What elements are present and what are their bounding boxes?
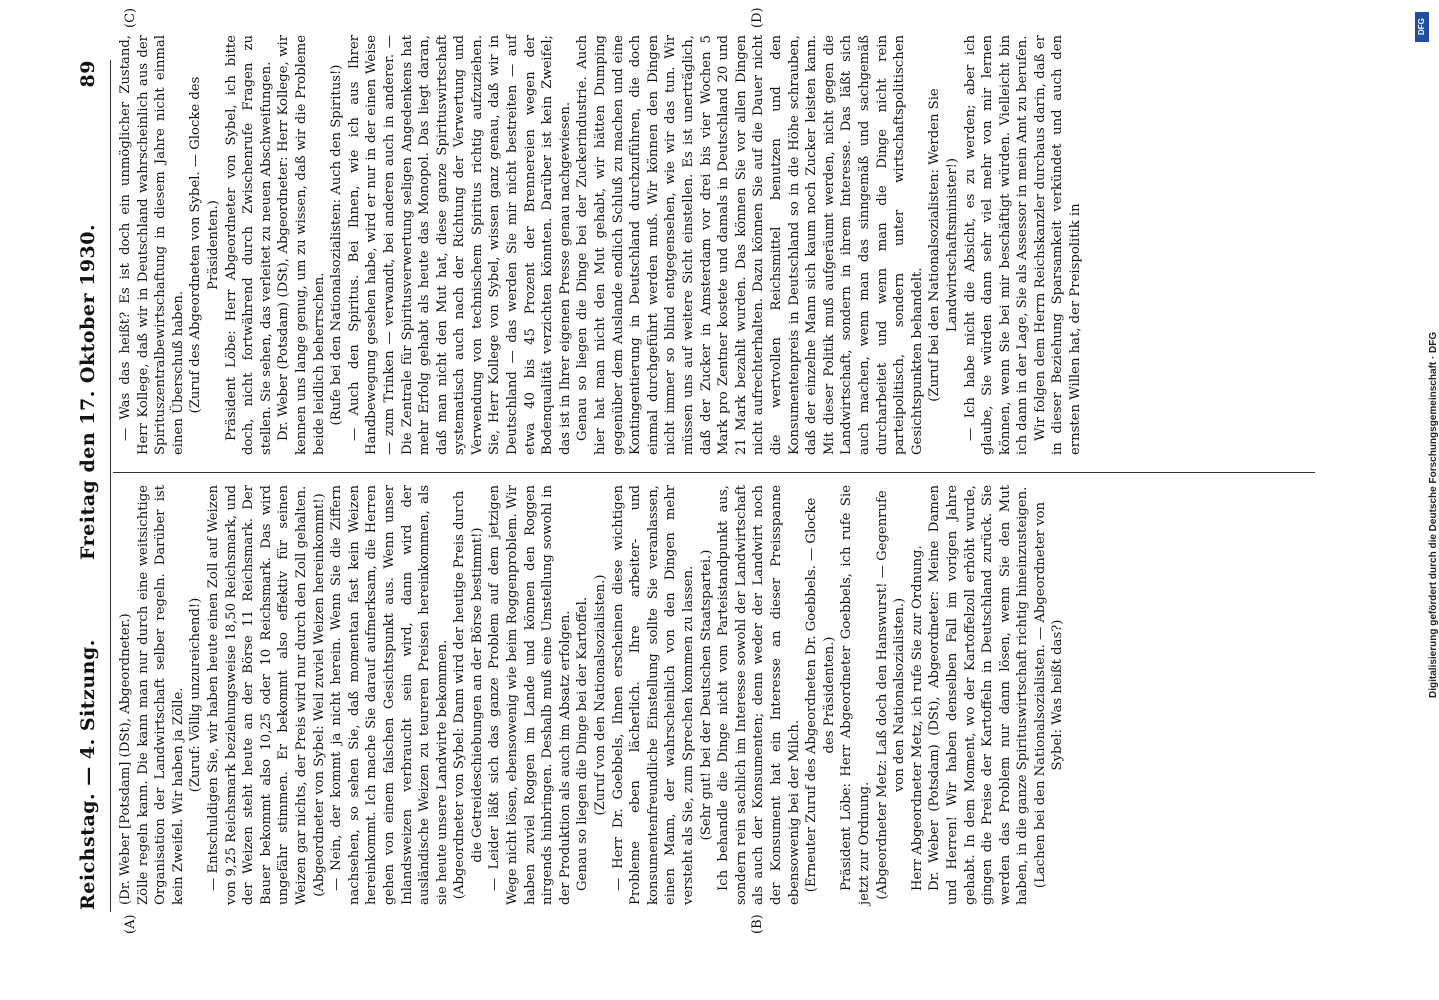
- body-paragraph: (Dr. Weber [Potsdam] (DSt), Abgeordneter.): [118, 613, 133, 905]
- interjection-paragraph: (Zuruf: Völlig unzureichend!): [188, 597, 204, 793]
- interjection-paragraph: (Rufe bei den Nationalsozialisten: Auch den Spiritus!): [329, 64, 345, 426]
- interjection-paragraph: (Lachen bei den Nationalsozialisten. — Abgeordneter von Sybel: Was heißt das?): [1032, 501, 1066, 889]
- body-paragraph: Herr Abgeordneter Metz, ich rufe Sie zur Ordnung.: [909, 545, 925, 891]
- margin-mark-d: (D): [750, 7, 765, 28]
- body-paragraph: — Was das heißt? Es ist doch ein unmöglicher Zustand, Herr Kollege, daß wir in Deutschland wahrscheinlich aus der Spirituszentralbewirtschaftung in diesem Jahre nicht einmal einen Überschuß haben.: [118, 35, 186, 455]
- body-paragraph: — Ich habe nicht die Absicht, es zu werden; aber ich glaube, Sie würden dann sehr viel mehr von mir lernen können, wenn Sie bei mir beschäftigt würden. Vielleicht bin ich dann in der Lage, Sie als Assessor in mein Amt zu berufen.: [962, 35, 1031, 455]
- body-paragraph: Präsident Löbe: Herr Abgeordneter von Sybel, ich bitte doch, nicht fortwährend durch Zwischenrufe Fragen zu stellen. Sie sehen, das verleitet zu neuen Abschweifungen.: [223, 35, 274, 455]
- margin-mark-a: (A): [123, 914, 138, 934]
- interjection-paragraph: (Abgeordneter von Sybel: Dann wird der heutige Preis durch die Getreideschiebungen an der Börse bestimmt!): [452, 490, 485, 900]
- interjection-paragraph: (Zuruf von den Nationalsozialisten.): [593, 574, 609, 816]
- body-paragraph: Ich behandle die Dinge nicht vom Parteistandpunkt aus, sondern rein sachlich im Interesse sowohl der Landwirtschaft als auch der Konsumenten; denn weder der Landwirt noch der Konsument hat ein Interesse an dieser Preisspanne ebensowenig bei der Milch.: [716, 485, 802, 905]
- body-paragraph: Genau so liegen die Dinge bei der Zuckerindustrie. Auch hier hat man nicht den Mut gehabt, wir hätten Dumping gegenüber dem Auslande endlich Schluß zu machen und eine Kontingentierung in Deutschland durchzuführen, die doch einmal durchgeführt werden muß. Wir können den Dingen nicht immer so blind entgegensehen, wie wir das tun. Wir müssen uns auf weitere Sicht einstellen. Es ist unerträglich, daß der Zucker in Amsterdam vor drei bis vier Wochen 5 Mark pro Zentner kostete und damals in Deutschland 20 und 21 Mark bezahlt wurden. Das können Sie vor allen Dingen nicht aufrechterhalten. Dazu können Sie auf die Dauer nicht die wertvollen Reichsmittel benutzen und den Konsumentenpreis in Deutschland so in die Höhe schrauben, daß der einzelne Mann sich kaum noch Zucker leisten kann. Mit dieser Politik muß aufgeräumt werden, nicht gegen die Landwirtschaft, sondern in ihrem Interesse. Das läßt sich auch machen, wenn man das sinngemäß und sachgemäß durcharbeitet und wenn man die Dinge nicht rein parteipolitisch, sondern unter wirtschaftspolitischen Gesichtspunkten behandelt.: [575, 35, 925, 455]
- column-divider: [113, 472, 1315, 473]
- interjection-paragraph: (Sehr gut! bei der Deutschen Staatspartei.): [698, 549, 714, 841]
- page-header: [77, 60, 107, 910]
- header-date: Freitag den 17. Oktober 1930.: [77, 223, 99, 560]
- body-paragraph: Präsident Löbe: Herr Abgeordneter Goebbels, ich rufe Sie jetzt zur Ordnung.: [839, 485, 872, 905]
- header-session: Reichstag. — 4. Sitzung.: [77, 639, 99, 910]
- interjection-paragraph: (Erneuter Zuruf des Abgeordneten Dr. Goebbels. — Glocke des Präsidenten.): [804, 497, 837, 893]
- body-paragraph: — Auch den Spiritus. Bei Ihnen, wie ich aus Ihrer Handbewegung gesehen habe, wird er nur in der einen Weise — zum Trinken — verwandt, bei anderen auch in anderer. — Die Zentrale für Spiritusverwertung seligen Angedenkens hat mehr Erfolg gehabt als heute das Monopol. Das liegt daran, daß man nicht den Mut hat, diese ganze Spirituswirtschaft systematisch auch nach der Richtung der Verwertung und Verwendung von technischem Spiritus richtig aufzuziehen. Sie, Herr Kollege von Sybel, wissen ganz genau, daß wir in Deutschland — das werden Sie mir nicht bestreiten — auf etwa 40 bis 45 Prozent der Brennereien wegen der Bodenqualität verzichten könnten. Darüber ist kein Zweifel; das ist in Ihrer eigenen Presse genau nachgewiesen.: [346, 35, 573, 455]
- body-paragraph: — Leider läßt sich das ganze Problem auf dem jetzigen Wege nicht lösen, ebensowenig wie beim Roggenproblem. Wir haben zuviel Roggen im Lande und können den Roggen nirgends hinbringen. Deshalb muß eine Umstellung sowohl in der Produktion als auch im Absatz erfolgen.: [487, 485, 573, 905]
- interjection-paragraph: (Zuruf des Abgeordneten von Sybel. — Glocke des Präsidenten.): [188, 76, 221, 414]
- page-number: 89: [77, 60, 99, 88]
- body-paragraph: — Entschuldigen Sie, wir haben heute einen Zoll auf Weizen von 9,25 Reichsmark beziehungsweise 18,50 Reichsmark, und der Weizen steht heute an der Börse 11 Reichsmark. Der Bauer bekommt also 10,25 oder 10 Reichsmark. Das wird ungefähr stimmen. Er bekommt also effektiv für seinen Weizen gar nichts, der Preis wird nur durch den Zoll gehalten.: [205, 485, 309, 905]
- body-paragraph: — Nein, der kommt ja nicht herein. Wenn Sie die Ziffern nachsehen, so sehen Sie, daß momentan fast kein Weizen hereinkommt. Ich mache Sie darauf aufmerksam, die Herren gehen von einem falschen Gesichtspunkt aus. Wenn unser Inlandsweizen verbraucht sein wird, dann wird der ausländische Weizen zu teureren Preisen hereinkommen, als sie heute unsere Landwirte bekommen.: [329, 485, 450, 905]
- body-paragraph: Dr. Weber (Potsdam) (DSt), Abgeordneter: Herr Kollege, wir kennen uns lange genug, um zu wissen, daß wir die Probleme beide leidlich beherrschen.: [276, 35, 327, 455]
- left-column: [117, 485, 1067, 905]
- digitization-credit: [1415, 8, 1439, 728]
- dfg-logo: DFG: [1415, 12, 1429, 42]
- body-paragraph: Zölle regeln kann. Die kann man nur durch eine weitsichtige Organisation der Landwirtschaft selber regeln. Darüber ist kein Zweifel. Wir haben ja Zölle.: [135, 485, 186, 905]
- interjection-paragraph: (Abgeordneter von Sybel: Weil zuviel Weizen hereinkommt!): [311, 493, 327, 897]
- credit-text: Digitalisierung gefördert durch die Deutsche Forschungsgemeinschaft · DFG: [1428, 331, 1439, 698]
- margin-mark-b: (B): [750, 914, 765, 934]
- body-paragraph: Dr. Weber (Potsdam) (DSt), Abgeordneter: Meine Damen und Herren! Wir haben denselben Fall im vorigen Jahre gehabt. In dem Moment, wo der Kartoffelzoll erhöht wurde, gingen die Preise der Kartoffeln in Deutschland zurück. Sie werden das Problem nur dann lösen, wenn Sie den Mut haben, in die ganze Spirituswirtschaft richtig hineinzusteigen.: [927, 485, 1031, 905]
- header-rule: [110, 60, 111, 912]
- interjection-paragraph: (Zuruf bei den Nationalsozialisten: Werden Sie Landwirtschaftsminister!): [927, 88, 960, 402]
- document-page: [15, 0, 1375, 1000]
- margin-mark-c: (C): [123, 7, 138, 28]
- body-paragraph: Wir folgen dem Herrn Reichskanzler durchaus darin, daß er in dieser Beziehung Sparsamkeit verkündet und auch den ernsten Willen hat, der Preispolitik in: [1032, 35, 1084, 455]
- body-paragraph: — Herr Dr. Goebbels, Ihnen erscheinen diese wichtigen Probleme eben lächerlich. Ihre arbeiter- und konsumentenfreundliche Einstellung sollte Sie veranlassen, einen Mann, der wahrscheinlich von den Dingen mehr versteht als Sie, zum Sprechen kommen zu lassen.: [610, 485, 696, 905]
- right-column: [117, 35, 1085, 455]
- body-paragraph: Genau so liegen die Dinge bei der Kartoffel.: [575, 596, 591, 891]
- interjection-paragraph: (Abgeordneter Metz: Laß doch den Hanswurst! — Gegenrufe von den Nationalsozialisten.): [874, 490, 908, 900]
